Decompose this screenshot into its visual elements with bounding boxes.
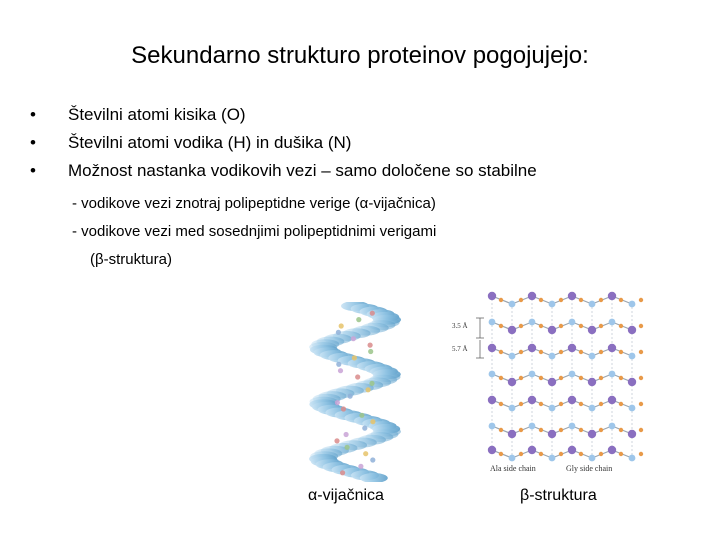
helix-atom [368, 349, 373, 354]
sheet-atom [569, 371, 576, 378]
sheet-atom-small [599, 324, 603, 328]
sheet-atom [528, 292, 536, 300]
helix-atom [334, 438, 339, 443]
sheet-atom-small [639, 402, 643, 406]
sheet-atom-small [619, 428, 623, 432]
helix-atom [362, 426, 367, 431]
sheet-atom [509, 455, 516, 462]
ala-side-chain-label: Ala side chain [490, 464, 536, 473]
sheet-atom-small [519, 452, 523, 456]
sheet-atom [549, 405, 556, 412]
helix-atom [370, 457, 375, 462]
sheet-atom-small [559, 376, 563, 380]
sheet-atom [509, 353, 516, 360]
sheet-atom-small [539, 376, 543, 380]
sheet-atom-small [579, 428, 583, 432]
sheet-atom-small [559, 428, 563, 432]
sub-item-continuation: (β-struktura) [90, 251, 172, 268]
sheet-atom-small [579, 452, 583, 456]
sheet-atom-small [559, 402, 563, 406]
sheet-atom [589, 405, 596, 412]
sheet-atom-small [539, 324, 543, 328]
sheet-atom [628, 326, 636, 334]
helix-atom [368, 343, 373, 348]
sheet-atom [508, 378, 516, 386]
sheet-atom [608, 396, 616, 404]
sheet-atom [608, 292, 616, 300]
helix-atom [352, 355, 357, 360]
sheet-atom [628, 430, 636, 438]
sheet-atom [609, 319, 616, 326]
sheet-atom [529, 423, 536, 430]
sheet-atom-small [559, 324, 563, 328]
helix-atom [348, 394, 353, 399]
sheet-atom-small [579, 298, 583, 302]
sheet-atom-small [499, 350, 503, 354]
helix-atom [356, 317, 361, 322]
sheet-atom [589, 455, 596, 462]
helix-atom [370, 419, 375, 424]
sheet-atom [588, 378, 596, 386]
sheet-atom [628, 378, 636, 386]
sheet-atom-small [499, 428, 503, 432]
bullet-marker: • [30, 105, 36, 124]
sheet-atom-small [539, 298, 543, 302]
sheet-atom-small [519, 428, 523, 432]
sheet-atom-small [539, 428, 543, 432]
sub-item: - vodikove vezi med sosednjimi polipeptidnimi verigami [72, 223, 437, 240]
sheet-atom [489, 423, 496, 430]
helix-atom [339, 323, 344, 328]
sheet-atom [509, 301, 516, 308]
helix-atom [344, 432, 349, 437]
sheet-atom-small [519, 350, 523, 354]
bullet-text: Številni atomi kisika (O) [68, 105, 246, 124]
sheet-atom [549, 353, 556, 360]
sheet-atom [629, 301, 636, 308]
sheet-atom-small [619, 452, 623, 456]
helix-atom [369, 381, 374, 386]
bullet-list [30, 101, 710, 185]
sheet-atom [488, 292, 496, 300]
gly-side-chain-label: Gly side chain [566, 464, 613, 473]
sheet-atom [589, 301, 596, 308]
sheet-atom [548, 326, 556, 334]
sheet-atom [569, 423, 576, 430]
sheet-atom [568, 446, 576, 454]
sheet-atom-small [599, 452, 603, 456]
sheet-atom [629, 455, 636, 462]
sheet-atom-small [599, 402, 603, 406]
sub-item: - vodikove vezi znotraj polipeptidne verige (α-vijačnica) [72, 195, 436, 212]
bullet-text: Številni atomi vodika (H) in dušika (N) [68, 133, 352, 152]
sheet-atom [488, 396, 496, 404]
helix-atom [358, 464, 363, 469]
helix-atom [345, 445, 350, 450]
sheet-atom-small [639, 350, 643, 354]
sheet-atom-small [519, 324, 523, 328]
helix-atom [359, 413, 364, 418]
sheet-atom [548, 430, 556, 438]
sheet-atom-small [599, 376, 603, 380]
sheet-atom [568, 344, 576, 352]
sheet-atom-small [579, 402, 583, 406]
sheet-atom-small [619, 298, 623, 302]
helix-atom [341, 406, 346, 411]
sheet-atom [568, 292, 576, 300]
sheet-atom [568, 396, 576, 404]
sheet-atom [549, 455, 556, 462]
sheet-atom-small [559, 350, 563, 354]
sheet-atom [629, 353, 636, 360]
sheet-atom [549, 301, 556, 308]
sheet-atom-small [579, 350, 583, 354]
sheet-atom [528, 446, 536, 454]
helix-atom [363, 451, 368, 456]
bullet-marker: • [30, 161, 36, 180]
helix-atom [336, 330, 341, 335]
sheet-atom-small [599, 298, 603, 302]
sheet-atom-small [519, 376, 523, 380]
sheet-atom-small [639, 324, 643, 328]
sheet-atom [629, 405, 636, 412]
sheet-atom [589, 353, 596, 360]
sheet-atom-small [499, 324, 503, 328]
helix-atom [338, 368, 343, 373]
helix-atom [370, 311, 375, 316]
sheet-atom [528, 344, 536, 352]
helix-atom [351, 336, 356, 341]
sheet-atom-small [499, 298, 503, 302]
sheet-atom [508, 326, 516, 334]
sheet-atom [529, 319, 536, 326]
helix-atom [355, 374, 360, 379]
helix-atom [335, 400, 340, 405]
sheet-atom [609, 423, 616, 430]
sheet-atom-small [539, 452, 543, 456]
sheet-atom-small [499, 452, 503, 456]
sheet-atom-small [639, 428, 643, 432]
sheet-atom-small [499, 402, 503, 406]
sheet-atom [528, 396, 536, 404]
sheet-atom [508, 430, 516, 438]
bullet-item [30, 157, 710, 185]
sheet-atom [529, 371, 536, 378]
bullet-item [30, 101, 710, 129]
helix-ribbon [309, 302, 401, 482]
helix-atom [336, 362, 341, 367]
sheet-atom [569, 319, 576, 326]
sheet-atom-small [579, 324, 583, 328]
dimension-label-bottom: 5.7 Å [452, 345, 468, 353]
sheet-atom-small [639, 298, 643, 302]
sheet-atom-small [639, 452, 643, 456]
sheet-atom [489, 371, 496, 378]
sheet-atom-small [519, 402, 523, 406]
beta-sheet-image [448, 282, 654, 478]
helix-atom [340, 470, 345, 475]
alpha-helix-caption: α-vijačnica [308, 487, 384, 504]
sheet-atom [608, 344, 616, 352]
slide-title: Sekundarno strukturo proteinov pogojujejo: [131, 42, 589, 69]
sheet-atom [588, 326, 596, 334]
sheet-atom [609, 371, 616, 378]
bullet-text: Možnost nastanka vodikovih vezi – samo določene so stabilne [68, 161, 537, 180]
sheet-atom-small [499, 376, 503, 380]
sheet-atom-small [559, 298, 563, 302]
sheet-atom [548, 378, 556, 386]
bullet-marker: • [30, 133, 36, 152]
sheet-atom-small [619, 350, 623, 354]
sheet-atom [509, 405, 516, 412]
sheet-atom-small [619, 324, 623, 328]
sheet-atom [588, 430, 596, 438]
dimension-label-top: 3.5 Å [452, 322, 468, 330]
sheet-atom-small [539, 402, 543, 406]
beta-sheet-caption: β-struktura [520, 487, 597, 504]
sheet-atom-small [559, 452, 563, 456]
sheet-atom-small [539, 350, 543, 354]
sheet-atom-small [619, 376, 623, 380]
sheet-atom [489, 319, 496, 326]
sheet-atom-small [599, 428, 603, 432]
sub-list [72, 190, 692, 274]
sheet-atom [488, 446, 496, 454]
alpha-helix-image [300, 302, 410, 482]
sheet-atom-small [579, 376, 583, 380]
helix-atom [366, 387, 371, 392]
bullet-item [30, 129, 710, 157]
sheet-atom-small [639, 376, 643, 380]
sheet-atom [608, 446, 616, 454]
sheet-atom-small [519, 298, 523, 302]
dimension-marks [476, 318, 484, 358]
sheet-atom-small [599, 350, 603, 354]
sheet-atom [488, 344, 496, 352]
sheet-atom-small [619, 402, 623, 406]
